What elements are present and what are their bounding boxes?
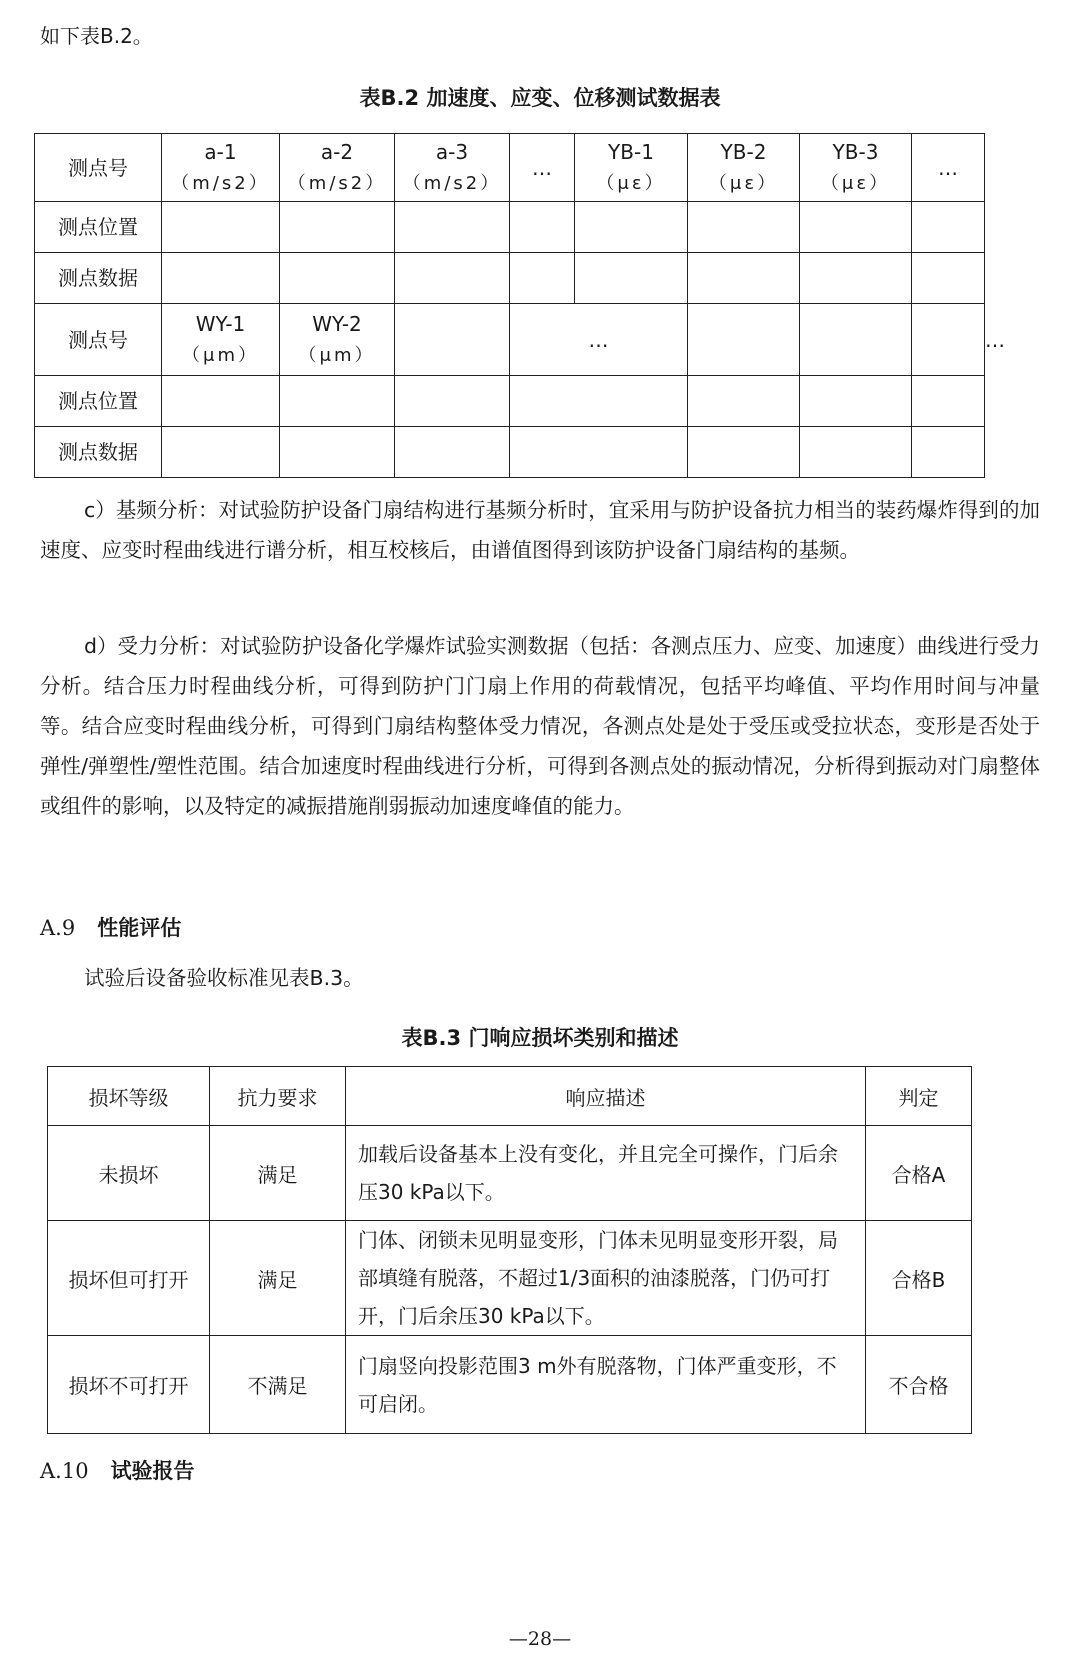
header-cell: 抗力要求 bbox=[210, 1067, 346, 1126]
row-label: 测点位置 bbox=[35, 376, 162, 427]
verdict: 合格A bbox=[866, 1126, 972, 1221]
section-a9-heading: A.9 性能评估 bbox=[40, 916, 182, 940]
table-b2-row-point-id bbox=[35, 134, 985, 202]
resistance-requirement: 满足 bbox=[210, 1221, 346, 1336]
table-cell bbox=[800, 304, 912, 376]
table-cell: WY-1 （μm） bbox=[162, 304, 280, 376]
resistance-requirement: 不满足 bbox=[210, 1336, 346, 1434]
paragraph-c: c）基频分析：对试验防护设备门扇结构进行基频分析时，宜采用与防护设备抗力相当的装药爆炸得到的加速度、应变时程曲线进行谱分析，相互校核后，由谱值图得到该防护设备门扇结构的基频。 bbox=[40, 498, 1040, 562]
table-cell: WY-2 （μm） bbox=[280, 304, 395, 376]
table-cell: YB-1 （με） bbox=[575, 134, 688, 202]
table-b2-row-position-2 bbox=[35, 376, 985, 427]
table-cell: a-2 （m/s2） bbox=[280, 134, 395, 202]
table-row bbox=[48, 1336, 972, 1434]
table-b2-row-data bbox=[35, 253, 985, 304]
table-cell: a-3 （m/s2） bbox=[395, 134, 510, 202]
row-label: 测点号 bbox=[35, 134, 162, 202]
header-cell: 损坏等级 bbox=[48, 1067, 210, 1126]
table-cell bbox=[688, 304, 800, 376]
row-label: 测点数据 bbox=[35, 427, 162, 478]
damage-level: 损坏不可打开 bbox=[48, 1336, 210, 1434]
table-b3-header bbox=[48, 1067, 972, 1126]
a9-text: 试验后设备验收标准见表B.3。 bbox=[84, 966, 364, 990]
row-label: 测点位置 bbox=[35, 202, 162, 253]
row-label: 测点号 bbox=[35, 304, 162, 376]
table-cell bbox=[912, 304, 985, 376]
table-cell: … bbox=[510, 134, 575, 202]
table-cell: … bbox=[510, 304, 688, 376]
table-row bbox=[48, 1221, 972, 1336]
table-b2-row-data-2 bbox=[35, 427, 985, 478]
table-cell bbox=[395, 304, 510, 376]
table-row bbox=[48, 1126, 972, 1221]
table-cell: YB-2 （με） bbox=[688, 134, 800, 202]
verdict: 合格B bbox=[866, 1221, 972, 1336]
table-b2-row-position bbox=[35, 202, 985, 253]
intro-line: 如下表B.2。 bbox=[40, 24, 153, 48]
page-number: —28— bbox=[508, 1628, 572, 1650]
response-description: 加载后设备基本上没有变化，并且完全可操作，门后余压30 kPa以下。 bbox=[346, 1126, 866, 1221]
table-b2-caption: 表B.2 加速度、应变、位移测试数据表 bbox=[359, 86, 721, 110]
response-description: 门扇竖向投影范围3 m外有脱落物，门体严重变形，不可启闭。 bbox=[346, 1336, 866, 1434]
header-cell: 响应描述 bbox=[346, 1067, 866, 1126]
table-b2-row-point-id-2: 测点号 WY-1 （μm） WY-2 （μm） … … bbox=[35, 304, 985, 376]
verdict: 不合格 bbox=[866, 1336, 972, 1434]
table-b3-caption: 表B.3 门响应损坏类别和描述 bbox=[401, 1026, 679, 1050]
table-b2 bbox=[34, 133, 1005, 478]
resistance-requirement: 满足 bbox=[210, 1126, 346, 1221]
section-a10-heading: A.10 试验报告 bbox=[40, 1459, 195, 1483]
damage-level: 损坏但可打开 bbox=[48, 1221, 210, 1336]
table-cell: YB-3 （με） bbox=[800, 134, 912, 202]
response-description: 门体、闭锁未见明显变形，门体未见明显变形开裂，局部填缝有脱落，不超过1/3面积的油漆脱落，门仍可打开，门后余压30 kPa以下。 bbox=[346, 1221, 866, 1336]
table-b3 bbox=[47, 1066, 972, 1434]
row-label: 测点数据 bbox=[35, 253, 162, 304]
paragraph-d: d）受力分析：对试验防护设备化学爆炸试验实测数据（包括：各测点压力、应变、加速度）曲线进行受力分析。结合压力时程曲线分析，可得到防护门门扇上作用的荷载情况，包括平均峰值、平均作用时间与冲量等。结合应变时程曲线分析，可得到门扇结构整体受力情况，各测点处是处于受压或受拉状态，变形是否处于弹性/弹塑性/塑性范围。结合加速度时程曲线进行分析，可得到各测点处的振动情况，分析得到振动对门扇整体或组件的影响，以及特定的减振措施削弱振动加速度峰值的能力。 bbox=[40, 634, 1041, 818]
table-cell: a-1 （m/s2） bbox=[162, 134, 280, 202]
table-cell: … bbox=[912, 134, 985, 202]
header-cell: 判定 bbox=[866, 1067, 972, 1126]
damage-level: 未损坏 bbox=[48, 1126, 210, 1221]
